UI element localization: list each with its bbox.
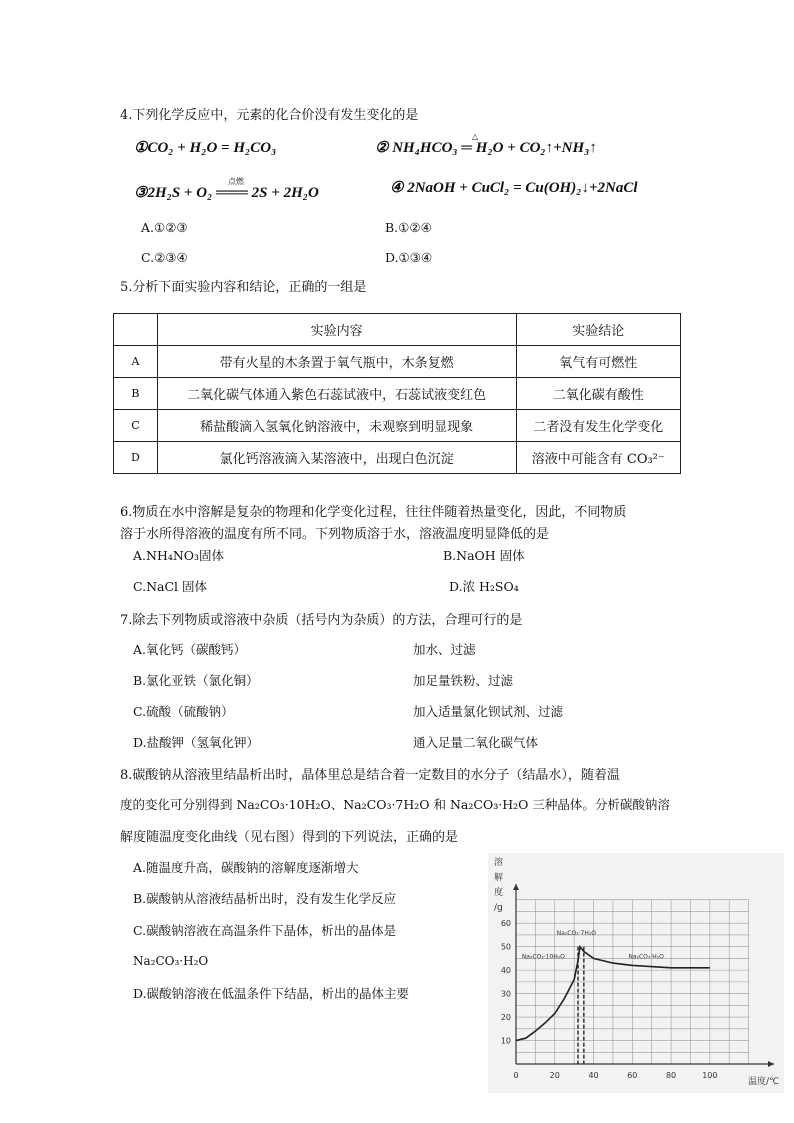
q4-equation-1: ①CO₂ + H₂O = H₂CO₃ [134,140,277,156]
q4-option-b: B.①②④ [385,220,432,235]
x-axis-arrow [768,1061,774,1067]
table-row [114,442,681,474]
y-axis-label-char: 度 [494,888,504,898]
q8-stem-line-3: 解度随温度变化曲线（见右图）得到的下列说法，正确的是 [120,830,459,845]
table-header-label [114,314,158,346]
y-tick-label: 10 [500,1036,511,1046]
q7-option-a-method: 加水、过滤 [413,642,476,657]
q4-equation-3-condition: 点燃 [228,177,244,186]
row-label: B [114,378,158,410]
q5-stem: 5.分析下面实验内容和结论，正确的一组是 [120,280,367,295]
q4-equation-2-condition: △ [472,132,479,141]
y-tick-label: 30 [500,989,511,999]
y-axis-arrow [513,884,519,890]
curve-annotation: Na₂CO₃·H₂O [628,953,664,961]
x-tick-label: 0 [513,1071,519,1080]
y-tick-label: 50 [500,942,511,952]
solubility-chart-svg [488,853,784,1093]
q4-stem: 4.下列化学反应中，元素的化合价没有发生变化的是 [120,108,419,123]
x-tick-label: 40 [588,1071,599,1080]
x-tick-label: 100 [702,1071,718,1080]
table-header-conclusion: 实验结论 [516,314,681,346]
q8-stem-line-2: 度的变化可分别得到 Na₂CO₃·10H₂O、Na₂CO₃·7H₂O 和 Na₂CO₃·H₂O 三种晶体。分析碳酸钠溶 [120,797,670,812]
curve-annotation: Na₂CO₃·7H₂O [556,929,596,937]
q8-option-c-line-2: Na₂CO₃·H₂O [133,954,209,968]
q4-option-c: C.②③④ [141,250,188,265]
row-content: 带有火星的木条置于氧气瓶中，木条复燃 [157,346,516,378]
x-tick-label: 20 [549,1071,560,1080]
q6-option-a: A.NH₄NO₃固体 [133,548,225,563]
row-content: 稀盐酸滴入氢氧化钠溶液中，未观察到明显现象 [157,410,516,442]
q6-option-b: B.NaOH 固体 [443,548,525,563]
q6-stem-line-2: 溶于水所得溶液的温度有所不同。下列物质溶于水，溶液温度明显降低的是 [120,527,550,542]
y-tick-label: 40 [500,966,511,976]
y-axis-label-char: /g [494,903,503,913]
row-label: C [114,410,158,442]
q4-equation-3: ③2H₂S + O₂ ═══ 2S + 2H₂O [134,185,319,201]
row-conclusion: 溶液中可能含有 CO₃²⁻ [516,442,681,474]
q7-stem: 7.除去下列物质或溶液中杂质（括号内为杂质）的方法，合理可行的是 [120,613,523,628]
q6-option-c: C.NaCl 固体 [133,579,208,594]
q7-option-c-method: 加入适量氯化钡试剂、过滤 [413,704,564,719]
q7-option-b-item: B.氯化亚铁（氯化铜） [133,673,259,688]
row-conclusion: 氧气有可燃性 [516,346,681,378]
row-conclusion: 二者没有发生化学变化 [516,410,681,442]
table-row [114,378,681,410]
row-content: 氯化钙溶液滴入某溶液中，出现白色沉淀 [157,442,516,474]
y-tick-label: 60 [500,919,511,929]
table-row [114,410,681,442]
q4-equation-4: ④ 2NaOH + CuCl₂ = Cu(OH)₂↓+2NaCl [390,180,638,196]
row-content: 二氧化碳气体通入紫色石蕊试液中，石蕊试液变红色 [157,378,516,410]
y-axis-label-char: 溶 [494,858,504,868]
row-conclusion: 二氧化碳有酸性 [516,378,681,410]
table-row [114,346,681,378]
x-tick-label: 60 [627,1071,638,1080]
q4-option-d: D.①③④ [385,250,433,265]
curve-annotation: Na₂CO₃·10H₂O [521,953,565,961]
q4-option-a: A.①②③ [141,220,188,235]
y-tick-label: 20 [500,1013,511,1023]
q7-option-d-item: D.盐酸钾（氢氧化钾） [133,735,260,750]
q7-option-b-method: 加足量铁粉、过滤 [413,673,514,688]
q8-option-a: A.随温度升高，碳酸钠的溶解度逐渐增大 [133,860,359,875]
q8-option-d: D.碳酸钠溶液在低温条件下结晶，析出的晶体主要 [133,986,410,1001]
table-header-content: 实验内容 [157,314,516,346]
x-axis-label: 温度/℃ [748,1077,780,1087]
table-header-row [114,314,681,346]
q7-option-d-method: 通入足量二氧化碳气体 [413,735,539,750]
q4-equation-2: ② NH₄HCO₃ ═ H₂O + CO₂↑+NH₃↑ [375,140,597,156]
y-axis-label-char: 解 [494,873,504,883]
q5-experiment-table [113,313,681,474]
q7-option-a-item: A.氧化钙（碳酸钙） [133,642,247,657]
q6-stem-line-1: 6.物质在水中溶解是复杂的物理和化学变化过程，往往伴随着热量变化，因此，不同物质 [120,505,627,520]
q7-option-c-item: C.硫酸（硫酸钠） [133,704,234,719]
q8-stem-line-1: 8.碳酸钠从溶液里结晶析出时，晶体里总是结合着一定数目的水分子（结晶水），随着温 [120,768,620,783]
q8-option-c-line-1: C.碳酸钠溶液在高温条件下晶体，析出的晶体是 [133,923,397,938]
q6-option-d: D.浓 H₂SO₄ [449,579,519,594]
row-label: D [114,442,158,474]
q8-option-b: B.碳酸钠从溶液结晶析出时，没有发生化学反应 [133,891,397,906]
solubility-chart [488,853,784,1093]
x-tick-label: 80 [665,1071,677,1080]
row-label: A [114,346,158,378]
